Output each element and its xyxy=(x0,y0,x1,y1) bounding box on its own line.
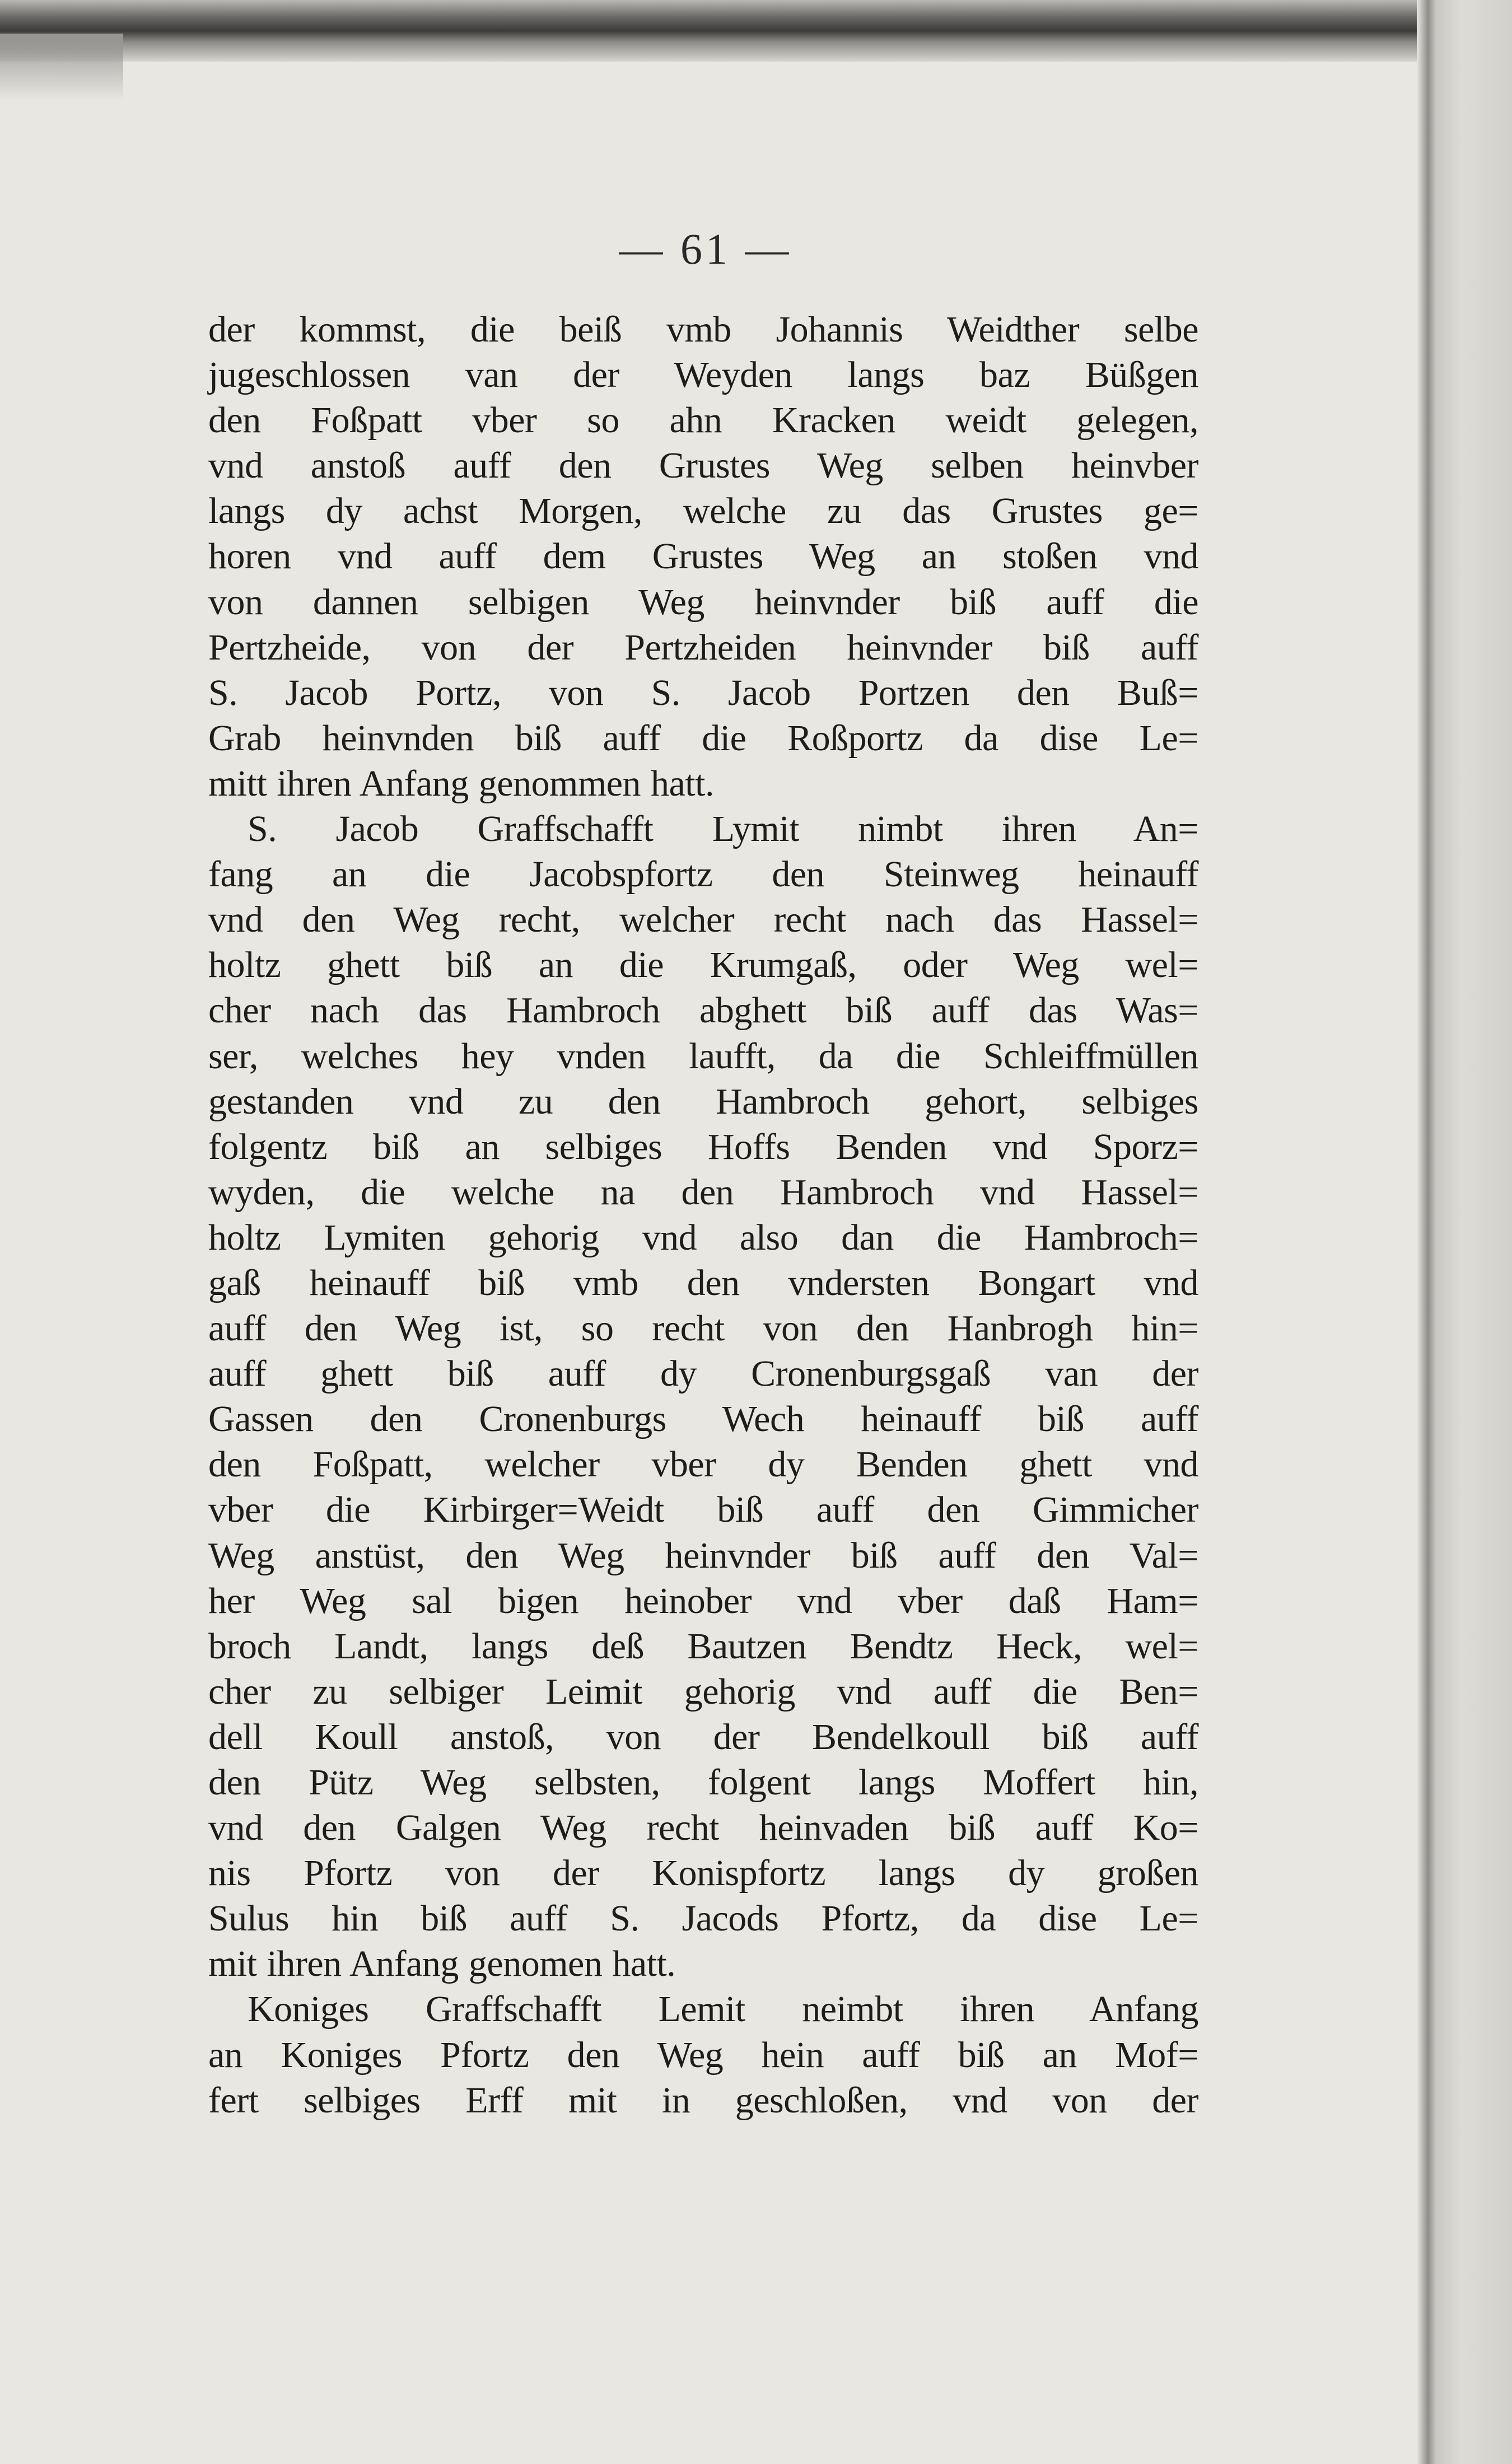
text-line: folgentz biß an selbiges Hoffs Benden vnd Sporz= xyxy=(208,1126,1198,1167)
text-line: an Koniges Pfortz den Weg hein auff biß an Mof= xyxy=(208,2034,1198,2075)
text-line: vnd den Galgen Weg recht heinvaden biß auff Ko= xyxy=(208,1807,1198,1849)
text-line: Gassen den Cronenburgs Wech heinauff biß auff xyxy=(208,1399,1198,1440)
text-line: den Foßpatt vber so ahn Kracken weidt gelegen, xyxy=(208,400,1198,441)
text-line: Weg anstüst, den Weg heinvnder biß auff den Val= xyxy=(208,1535,1198,1576)
text-line: Koniges Graffschafft Lemit neimbt ihren Anfang xyxy=(248,1989,1198,2030)
page-number: — 61 — xyxy=(619,225,792,273)
text-line: fert selbiges Erff mit in geschloßen, vnd von der xyxy=(208,2079,1198,2121)
text-line: mit ihren Anfang genomen hatt. xyxy=(208,1943,676,1985)
text-line: auff den Weg ist, so recht von den Hanbrogh hin= xyxy=(208,1308,1198,1349)
text-line: cher zu selbiger Leimit gehorig vnd auff die Ben= xyxy=(208,1671,1198,1712)
text-line: nis Pfortz von der Konispfortz langs dy großen xyxy=(208,1853,1198,1894)
scan-edge-right xyxy=(1417,0,1512,2464)
text-line: vber die Kirbirger=Weidt biß auff den Gimmicher xyxy=(208,1489,1198,1531)
text-line: gestanden vnd zu den Hambroch gehort, selbiges xyxy=(208,1081,1198,1122)
text-line: holtz ghett biß an die Krumgaß, oder Weg wel= xyxy=(208,945,1198,986)
text-line: vnd den Weg recht, welcher recht nach das Hassel= xyxy=(208,899,1198,941)
text-line: den Foßpatt, welcher vber dy Benden ghett vnd xyxy=(208,1444,1198,1485)
text-line: her Weg sal bigen heinober vnd vber daß Ham= xyxy=(208,1580,1198,1621)
text-line: Grab heinvnden biß auff die Roßportz da dise Le= xyxy=(208,717,1198,759)
text-line: fang an die Jacobspfortz den Steinweg heinauff xyxy=(208,854,1198,895)
text-line: Sulus hin biß auff S. Jacods Pfortz, da dise Le= xyxy=(208,1898,1198,1939)
text-line: S. Jacob Graffschafft Lymit nimbt ihren An= xyxy=(248,808,1198,850)
scan-shadow xyxy=(0,34,123,101)
scan-edge-top xyxy=(0,0,1512,62)
text-line: cher nach das Hambroch abghett biß auff das Was= xyxy=(208,990,1198,1031)
text-line: von dannen selbigen Weg heinvnder biß auff die xyxy=(208,581,1198,623)
text-line: der kommst, die beiß vmb Johannis Weidther selbe xyxy=(208,309,1198,350)
text-line: broch Landt, langs deß Bautzen Bendtz Heck, wel= xyxy=(208,1625,1198,1667)
text-line: horen vnd auff dem Grustes Weg an stoßen vnd xyxy=(208,536,1198,577)
body-text xyxy=(208,307,1198,2123)
text-line: ser, welches hey vnden laufft, da die Schleiffmüllen xyxy=(208,1035,1198,1077)
text-line: jugeschlossen van der Weyden langs baz Büßgen xyxy=(208,354,1198,396)
text-line: S. Jacob Portz, von S. Jacob Portzen den Buß= xyxy=(208,672,1198,713)
text-line: holtz Lymiten gehorig vnd also dan die Hambroch= xyxy=(208,1217,1198,1258)
text-line: Pertzheide, von der Pertzheiden heinvnder biß auff xyxy=(208,626,1198,668)
text-line: auff ghett biß auff dy Cronenburgsgaß van der xyxy=(208,1353,1198,1395)
text-line: gaß heinauff biß vmb den vndersten Bongart vnd xyxy=(208,1262,1198,1303)
text-line: mitt ihren Anfang genommen hatt. xyxy=(208,763,714,804)
text-line: vnd anstoß auff den Grustes Weg selben heinvber xyxy=(208,445,1198,487)
text-line: den Pütz Weg selbsten, folgent langs Moffert hin, xyxy=(208,1762,1198,1803)
text-line: dell Koull anstoß, von der Bendelkoull biß auff xyxy=(208,1716,1198,1757)
text-line: langs dy achst Morgen, welche zu das Grustes ge= xyxy=(208,490,1198,532)
text-line: wyden, die welche na den Hambroch vnd Hassel= xyxy=(208,1171,1198,1213)
